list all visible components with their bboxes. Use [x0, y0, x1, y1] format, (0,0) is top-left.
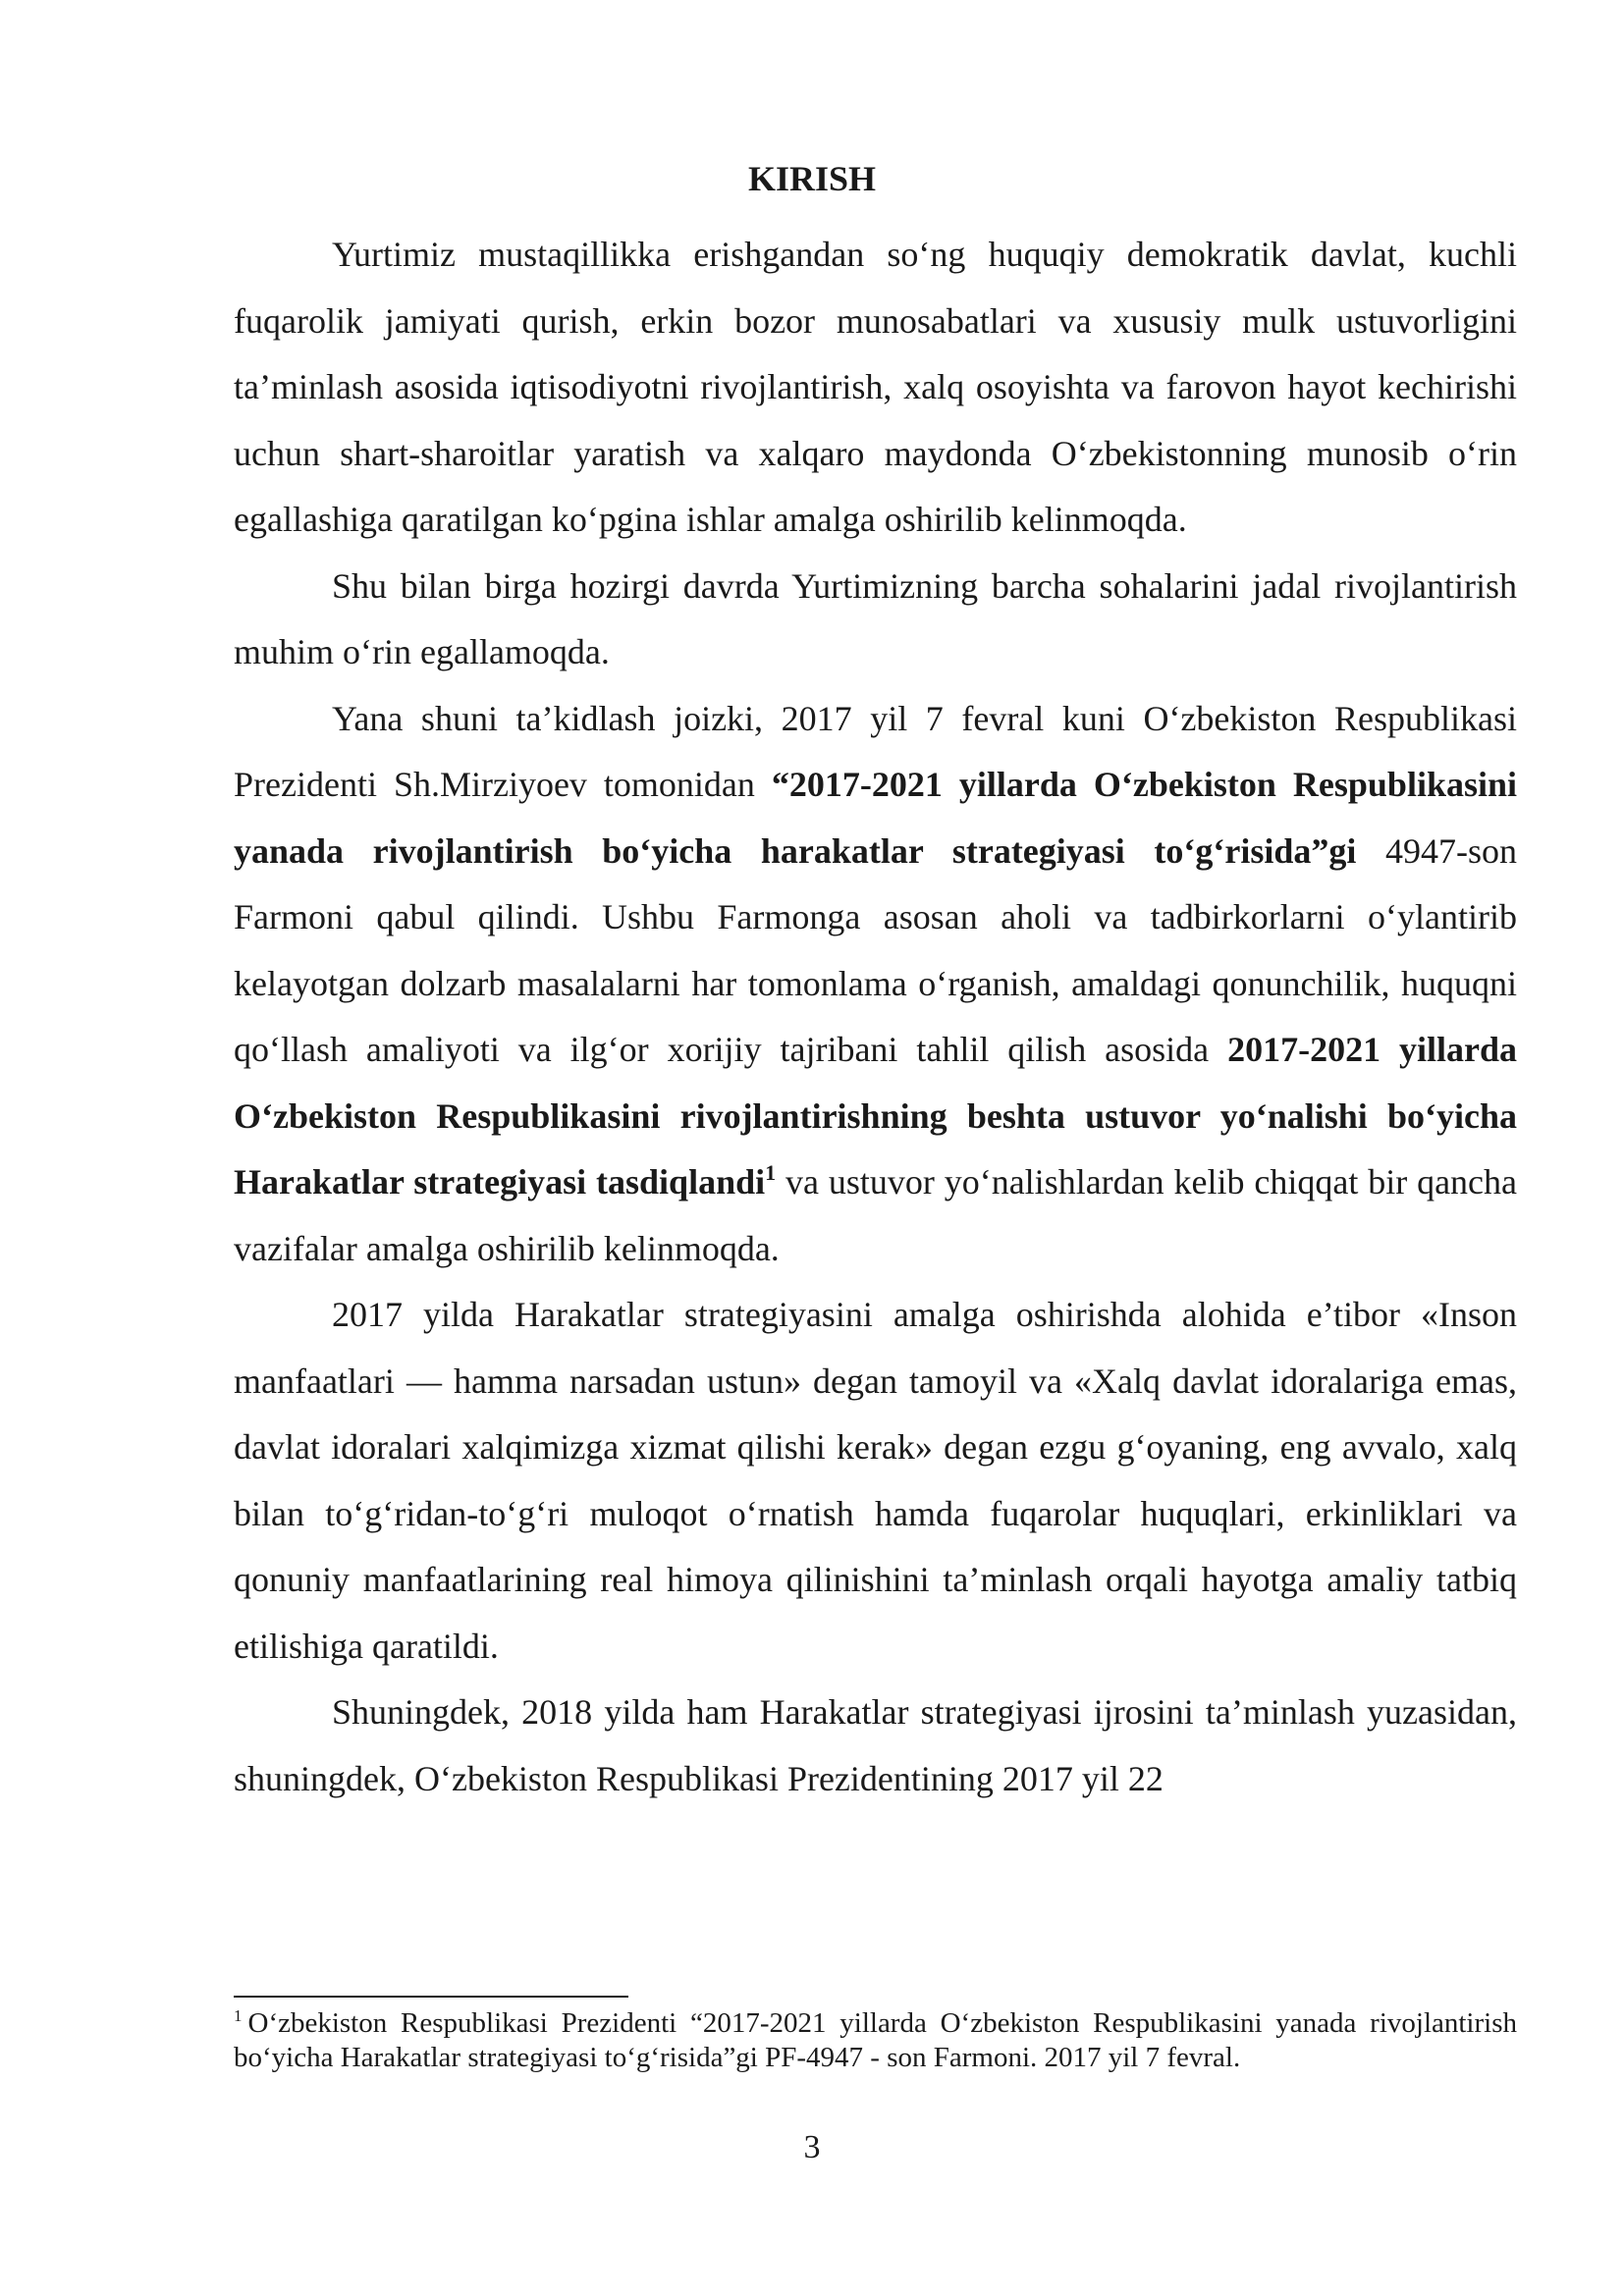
section-heading: KIRISH [747, 159, 877, 198]
footnote-reference: 1 [765, 1160, 777, 1185]
paragraph-3-text-2: 4947-son Farmoni qabul qilindi. Ushbu Farmonga asosan aholi va tadbirkorlarni o‘ylantirib kelayotgan dolzarb masalalarni har tomonlama o‘rganish, amaldagi qonunchilik, huquqni qo‘llash amaliyoti va ilg‘or xorijiy tajribani tahlil qilish asosida [234, 830, 1518, 1069]
paragraph-3-bold-strategy: 2017-2021 yillarda O‘zbekiston Respublikasini rivojlantirishning beshta ustuvor yo‘nalishi bo‘yicha Harakatlar strategiyasi tasdiqlandi [234, 1030, 1517, 1201]
body-text [234, 222, 1517, 1812]
paragraph-3-text-1: Yana shuni ta’kidlash joizki, 2017 yil 7 fevral kuni O‘zbekiston Respublikasi Prezidenti Sh.Mirziyoev tomonidan [234, 698, 1517, 804]
paragraph-1: Yurtimiz mustaqillikka erishgandan so‘ng huquqiy demokratik davlat, kuchli fuqarolik jamiyati qurish, erkin bozor munosabatlari va xususiy mulk ustuvorligini ta’minlash asosida iqtisodiyotni rivojlantirish, xalq osoyishta va farovon hayot kechirishi uchun shart-sharoitlar yaratish va xalqaro maydonda O‘zbekistonning munosib o‘rin egallashiga qaratilgan ko‘pgina ishlar amalga oshirilib kelinmoqda. [234, 235, 1517, 539]
footnote [234, 2006, 1517, 2074]
paragraph-5: Shuningdek, 2018 yilda ham Harakatlar strategiyasi ijrosini ta’minlash yuzasidan, shuningdek, O‘zbekiston Respublikasi Prezidentining 2017 yil 22 [234, 1692, 1517, 1798]
footnote-text: O‘zbekiston Respublikasi Prezidenti “2017-2021 yillarda O‘zbekiston Respublikasini yanada rivojlantirish bo‘yicha Harakatlar strategiyasi to‘g‘risida”gi PF-4947 - son Farmoni. 2017 yil 7 fevral. [234, 2007, 1517, 2073]
paragraph-3-bold-decree-title: “2017-2021 yillarda O‘zbekiston Respublikasini yanada rivojlantirish bo‘yicha harakatlar strategiyasi to‘g‘risida”gi [234, 765, 1517, 871]
paragraph-2: Shu bilan birga hozirgi davrda Yurtimizning barcha sohalarini jadal rivojlantirish muhim o‘rin egallamoqda. [234, 565, 1517, 671]
footnote-marker: 1 [234, 2006, 243, 2025]
paragraph-3 [234, 686, 1517, 1283]
paragraph-3-text-3: va ustuvor yo‘nalishlardan kelib chiqqat bir qancha vazifalar amalga oshirilib kelinmoqda. [234, 1162, 1518, 1268]
page-number: 3 [803, 2129, 821, 2165]
paragraph-4: 2017 yilda Harakatlar strategiyasini amalga oshirishda alohida e’tibor «Inson manfaatlari — hamma narsadan ustun» degan tamoyil va «Xalq davlat idoralariga emas, davlat idoralari xalqimizga xizmat qilishi kerak» degan ezgu g‘oyaning, eng avvalo, xalq bilan to‘g‘ridan-to‘g‘ri muloqot o‘rnatish hamda fuqarolar huquqlari, erkinliklari va qonuniy manfaatlarining real himoya qilinishini ta’minlash orqali hayotga amaliy tatbiq etilishiga qaratildi. [234, 1295, 1517, 1666]
footnote-divider [234, 1996, 628, 1998]
